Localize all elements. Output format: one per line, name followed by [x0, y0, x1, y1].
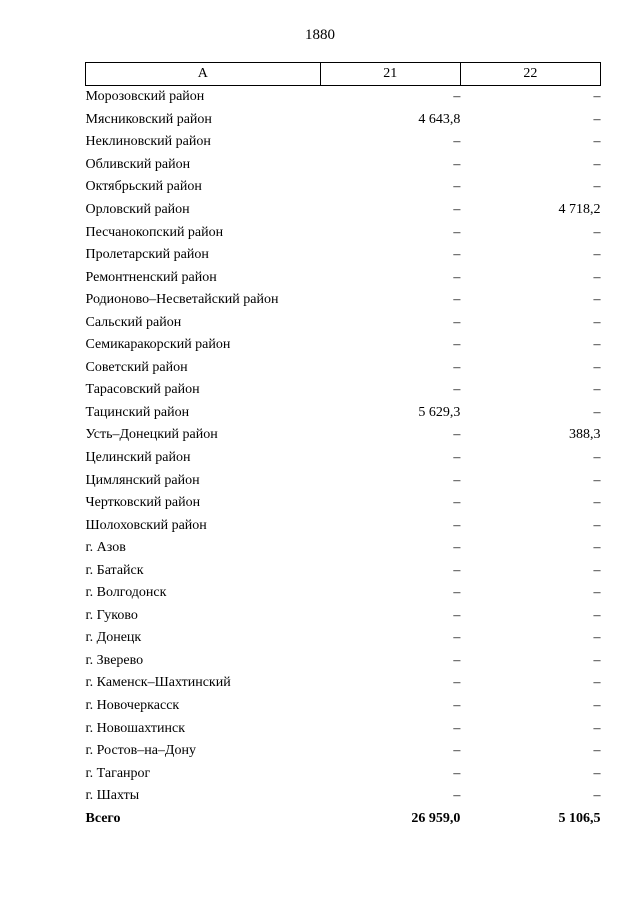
row-value-21: –	[453, 247, 461, 263]
column-header-22: 22	[460, 63, 600, 86]
row-name: г. Шахты	[85, 788, 140, 804]
row-value-21: –	[453, 765, 461, 781]
row-name: г. Новошахтинск	[85, 720, 186, 736]
row-value-21: –	[453, 156, 461, 172]
table-row	[86, 492, 601, 515]
table-row	[86, 627, 601, 650]
row-value-22: 388,3	[569, 427, 601, 443]
row-name: Тарасовский район	[85, 382, 200, 398]
row-value-21: –	[453, 89, 461, 105]
row-name: Семикаракорский район	[85, 337, 231, 353]
row-value-21: –	[453, 743, 461, 759]
row-value-21: –	[453, 292, 461, 308]
row-name: Песчанокопский район	[85, 224, 224, 240]
table-row	[86, 379, 601, 402]
row-value-22: –	[593, 359, 601, 375]
row-name: Орловский район	[85, 202, 190, 217]
row-name: г. Гуково	[85, 607, 138, 623]
table-row	[86, 605, 601, 628]
row-name: Ремонтненский район	[85, 269, 217, 285]
row-value-22: –	[593, 382, 601, 398]
table-row	[86, 672, 601, 695]
budget-table	[85, 62, 601, 830]
table-row	[86, 424, 601, 447]
row-value-22: –	[593, 224, 601, 240]
page-number: 1880	[305, 27, 335, 43]
row-name: г. Каменск–Шахтинский	[85, 675, 231, 691]
row-value-22: –	[593, 450, 601, 466]
row-value-22: –	[593, 314, 601, 330]
table-row	[86, 86, 601, 109]
row-value-21: –	[453, 472, 461, 488]
table-row	[86, 650, 601, 673]
table-row	[86, 244, 601, 267]
row-value-21: –	[453, 450, 461, 466]
table-row	[86, 402, 601, 425]
row-name: г. Донецк	[85, 630, 142, 646]
row-value-22: –	[593, 111, 601, 127]
table-row	[86, 131, 601, 154]
table-row	[86, 762, 601, 785]
row-value-21: –	[453, 630, 461, 646]
row-value-22: –	[593, 134, 601, 150]
row-value-21: –	[453, 652, 461, 668]
row-name: Родионово–Несветайский район	[85, 292, 279, 308]
row-value-21: –	[453, 337, 461, 353]
row-value-22: –	[593, 247, 601, 263]
table-row	[86, 221, 601, 244]
row-value-22: –	[593, 156, 601, 172]
row-value-21: –	[453, 134, 461, 150]
table-row	[86, 785, 601, 808]
row-value-22: –	[593, 607, 601, 623]
row-value-21: –	[453, 269, 461, 285]
row-name: г. Азов	[85, 540, 126, 556]
table-row	[86, 717, 601, 740]
row-value-21: –	[453, 562, 461, 578]
table-row	[86, 447, 601, 470]
row-value-22: –	[593, 540, 601, 556]
row-value-22: –	[593, 179, 601, 195]
row-value-22: –	[593, 720, 601, 736]
table-row	[86, 266, 601, 289]
row-name: г. Новочеркасск	[85, 698, 180, 714]
total-value-22: 5 106,5	[558, 810, 601, 826]
row-name: Советский район	[85, 359, 188, 375]
table-row	[86, 537, 601, 560]
row-name: Пролетарский район	[85, 247, 209, 263]
table-row	[86, 559, 601, 582]
table-row	[86, 582, 601, 605]
row-value-22: –	[593, 89, 601, 105]
table-row	[86, 469, 601, 492]
row-value-21: –	[453, 585, 461, 601]
row-value-22: –	[593, 788, 601, 804]
row-value-21: –	[453, 179, 461, 195]
table-row	[86, 695, 601, 718]
row-value-21: –	[453, 607, 461, 623]
row-value-22: –	[593, 585, 601, 601]
column-header-21: 21	[320, 63, 460, 86]
row-name: г. Зверево	[85, 652, 144, 668]
row-name: Усть–Донецкий район	[85, 427, 218, 443]
row-name: г. Волгодонск	[85, 585, 167, 601]
row-name: Мясниковский район	[85, 111, 212, 127]
table-row	[86, 176, 601, 199]
table-row	[86, 154, 601, 177]
table-row	[86, 109, 601, 132]
row-name: Шолоховский район	[85, 517, 207, 533]
total-row	[86, 808, 601, 831]
table-body	[86, 86, 601, 831]
row-value-22: –	[593, 698, 601, 714]
row-name: г. Батайск	[85, 562, 144, 578]
row-value-22: –	[593, 495, 601, 511]
row-value-22: –	[593, 337, 601, 353]
table-row	[86, 514, 601, 537]
table-row	[86, 334, 601, 357]
row-value-22: –	[593, 472, 601, 488]
row-name: Чертковский район	[85, 495, 201, 511]
row-value-22: –	[593, 743, 601, 759]
row-value-21: –	[453, 517, 461, 533]
row-value-21: –	[453, 540, 461, 556]
table-row	[86, 740, 601, 763]
row-value-21: 5 629,3	[418, 404, 461, 420]
row-value-21: –	[453, 224, 461, 240]
row-name: Обливский район	[85, 156, 191, 172]
row-value-22: –	[593, 404, 601, 420]
row-value-22: –	[593, 292, 601, 308]
table-header-row	[86, 63, 601, 86]
column-header-a: А	[86, 63, 321, 86]
row-value-22: –	[593, 652, 601, 668]
row-name: Неклиновский район	[85, 134, 211, 150]
row-value-22: –	[593, 765, 601, 781]
row-value-22: –	[593, 269, 601, 285]
row-name: Целинский район	[85, 450, 191, 466]
row-name: г. Ростов–на–Дону	[85, 743, 196, 759]
table-row	[86, 357, 601, 380]
table-row	[86, 311, 601, 334]
row-value-22: –	[593, 630, 601, 646]
row-name: Цимлянский район	[85, 472, 200, 488]
row-value-21: –	[453, 359, 461, 375]
row-value-21: –	[453, 720, 461, 736]
row-value-21: –	[453, 675, 461, 691]
row-name: Тацинский район	[85, 404, 190, 420]
row-value-21: –	[453, 314, 461, 330]
row-value-22: –	[593, 517, 601, 533]
row-name: Октябрьский район	[85, 179, 202, 195]
total-value-21: 26 959,0	[411, 810, 461, 826]
row-value-22: –	[593, 675, 601, 691]
row-name: Морозовский район	[85, 89, 205, 105]
total-label: Всего	[85, 810, 121, 826]
table-row	[86, 289, 601, 312]
row-value-21: –	[453, 698, 461, 714]
row-name: г. Таганрог	[85, 765, 151, 781]
row-value-21: –	[453, 788, 461, 804]
table-row	[86, 199, 601, 222]
row-value-22: 4 718,2	[558, 202, 601, 217]
row-value-21: –	[453, 202, 461, 217]
row-value-21: –	[453, 382, 461, 398]
row-value-21: –	[453, 495, 461, 511]
row-name: Сальский район	[85, 314, 182, 330]
row-value-22: –	[593, 562, 601, 578]
row-value-21: 4 643,8	[418, 111, 461, 127]
row-value-21: –	[453, 427, 461, 443]
